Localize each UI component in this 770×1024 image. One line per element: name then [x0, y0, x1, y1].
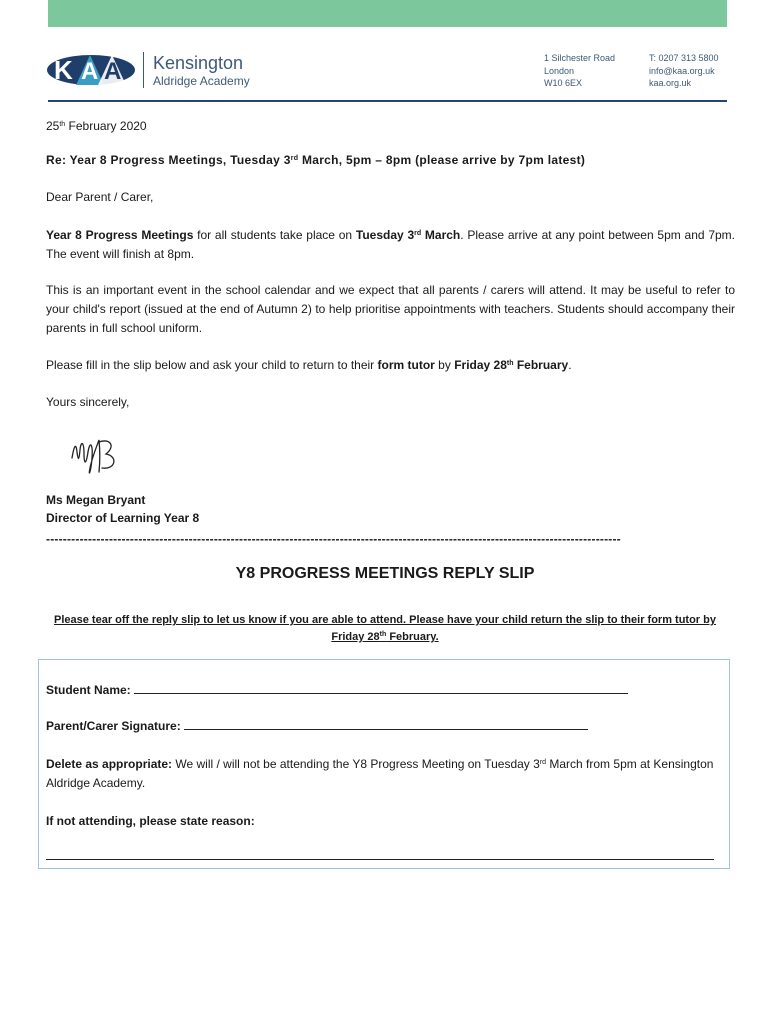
- signature-field[interactable]: [184, 718, 588, 730]
- signer-title: Director of Learning Year 8: [46, 511, 200, 525]
- logo-divider: [143, 52, 144, 88]
- reply-slip-instructions: Please tear off the reply slip to let us know if you are able to attend. Please have your child return the slip to their form tutor by Friday 28th February.: [54, 614, 716, 643]
- tear-off-line: -----------------------------------------------------------------------------------------------------------------------------------------: [46, 532, 621, 546]
- delete-label: Delete as appropriate:: [46, 757, 173, 771]
- attendance-statement: Delete as appropriate: We will / will not be attending the Y8 Progress Meeting on Tuesday 3rd March from 5pm at Kensington Aldridge Academy.: [46, 757, 714, 790]
- letter-paragraph-3: Please fill in the slip below and ask your child to return to their form tutor by Friday 28th February.: [46, 358, 572, 372]
- letter-paragraph-2: This is an important event in the school calendar and we expect that all parents / carers will attend. It may be useful to refer to your child's report (issued at the end of Autumn 2) to help prioritise appointments with teachers. Students should accompany their parents in full school uniform.: [46, 283, 735, 335]
- letter-subject: Re: Year 8 Progress Meetings, Tuesday 3rd March, 5pm – 8pm (please arrive by 7pm latest): [46, 153, 586, 167]
- address-line-1: 1 Silchester Road: [544, 53, 616, 63]
- school-name-sub: Aldridge Academy: [153, 74, 250, 88]
- student-name-label: Student Name:: [46, 683, 131, 697]
- student-name-field[interactable]: [134, 682, 628, 694]
- student-name-row: [46, 681, 735, 700]
- school-name-block: [153, 53, 250, 88]
- contact-email[interactable]: info@kaa.org.uk: [649, 65, 715, 76]
- contact-website[interactable]: kaa.org.uk: [649, 78, 692, 88]
- header-accent-bar: [48, 0, 727, 27]
- header-divider: [48, 100, 727, 102]
- address-line-3: W10 6EX: [544, 78, 583, 88]
- letter-closing: Yours sincerely,: [46, 395, 130, 409]
- signature-image: [66, 428, 122, 484]
- kaa-logo: [46, 50, 136, 90]
- letter-salutation: Dear Parent / Carer,: [46, 190, 154, 204]
- reason-label: If not attending, please state reason:: [46, 814, 255, 828]
- signature-row: [46, 717, 735, 736]
- letter-paragraph-1: Year 8 Progress Meetings for all students take place on Tuesday 3rd March. Please arrive at any point between 5pm and 7pm. The event will finish at 8pm.: [46, 228, 736, 261]
- school-name: Kensington: [153, 53, 244, 73]
- contact-phone: T: 0207 313 5800: [649, 53, 719, 63]
- svg-text:K: K: [54, 55, 73, 85]
- reason-field[interactable]: [46, 859, 714, 860]
- school-address: [544, 52, 615, 90]
- svg-text:A: A: [104, 58, 122, 85]
- address-line-2: London: [544, 65, 575, 76]
- reply-slip-title: Y8 PROGRESS MEETINGS REPLY SLIP: [235, 565, 535, 582]
- signer-name: Ms Megan Bryant: [46, 493, 146, 507]
- letter-date: 25th February 2020: [46, 119, 147, 133]
- svg-text:A: A: [81, 58, 99, 85]
- school-contact: [649, 52, 719, 90]
- signature-label: Parent/Carer Signature:: [46, 719, 181, 733]
